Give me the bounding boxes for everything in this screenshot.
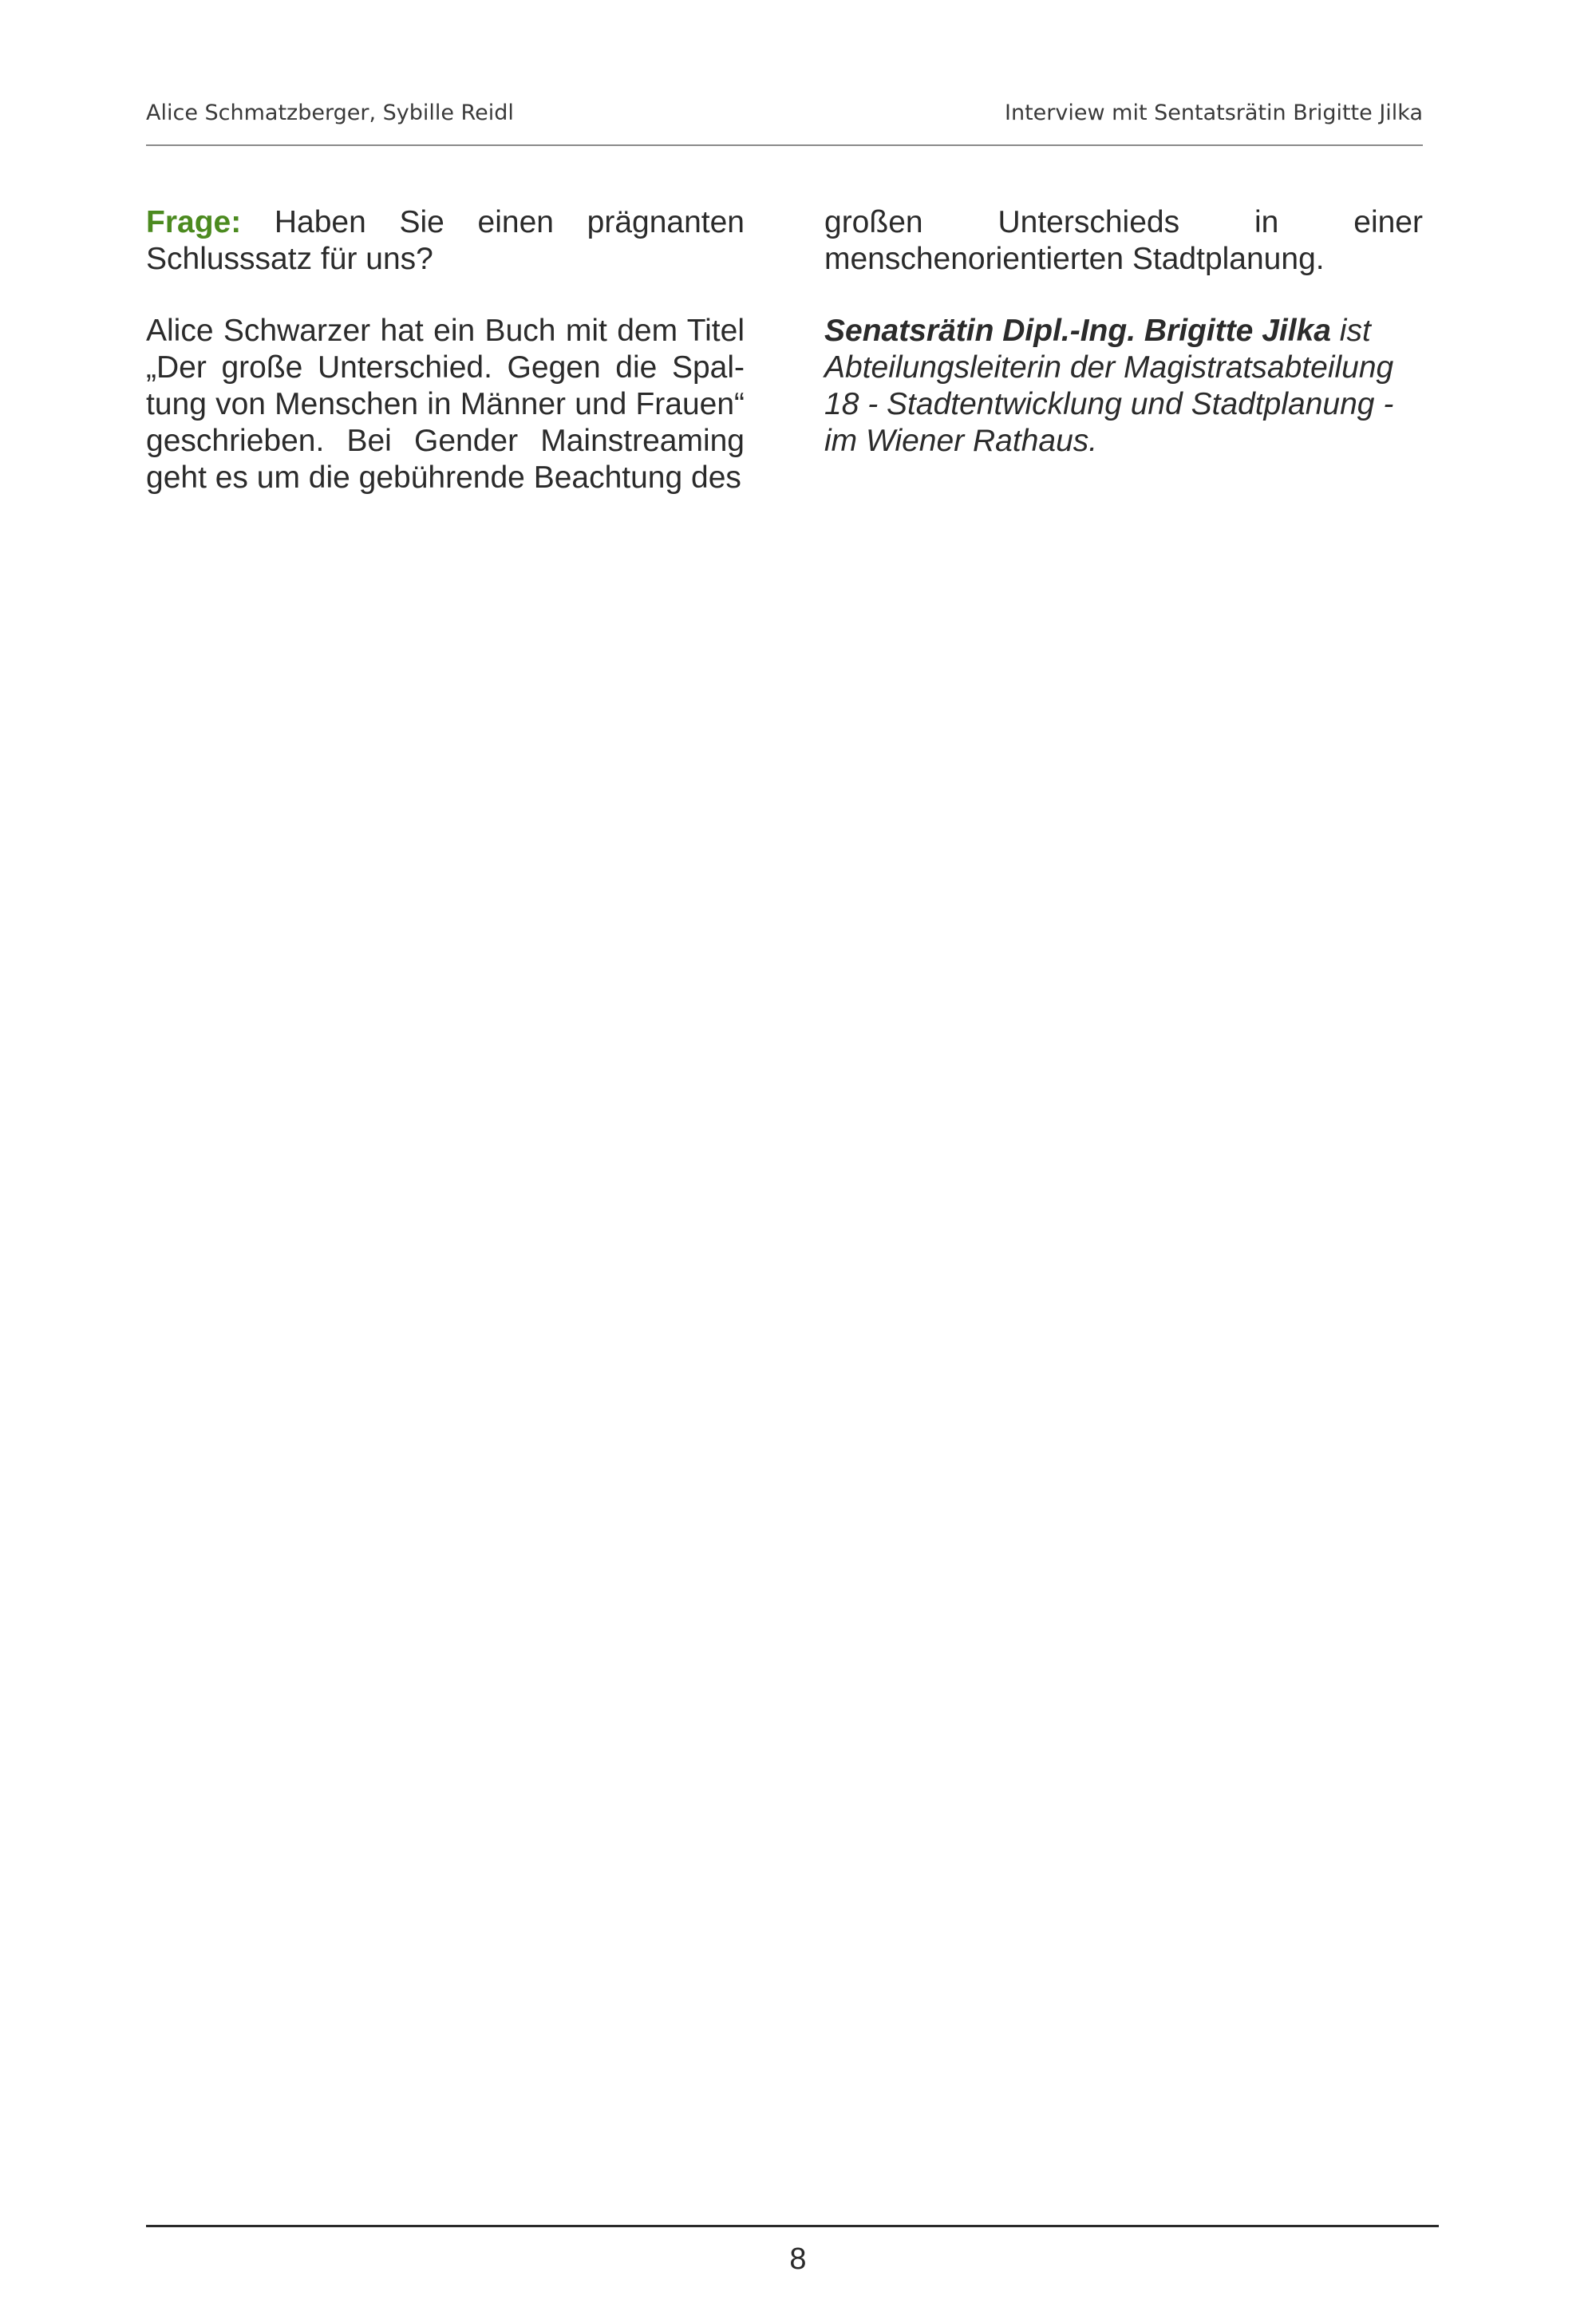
- header-authors: Alice Schmatzberger, Sybille Reidl: [146, 101, 514, 125]
- answer-continuation: großen Unterschieds in einer menschenorientierten Stadtplanung.: [824, 205, 1423, 276]
- page-number: 8: [789, 2242, 807, 2276]
- footer-divider: [146, 2225, 1439, 2227]
- author-bio: [824, 313, 1423, 460]
- running-header: [146, 101, 1423, 140]
- bio-text: ist Abteilungsleiterin der Magistratsabteilung 18 - Stadtentwicklung und Stadtplanung - im Wiener Rathaus.: [824, 314, 1394, 458]
- question-label: Frage:: [146, 205, 242, 239]
- answer-paragraph: Alice Schwarzer hat ein Buch mit dem Titel „Der große Unterschied. Gegen die Spal-tung von Menschen in Männer und Frauen“ geschrieben. Bei Gender Mainstreaming geht es um die gebührende Beachtung des: [146, 314, 745, 495]
- header-divider: [146, 144, 1423, 146]
- header-title: Interview mit Sentatsrätin Brigitte Jilka: [1005, 101, 1423, 125]
- bio-name: Senatsrätin Dipl.-Ing. Brigitte Jilka: [824, 314, 1331, 348]
- left-column: [146, 204, 745, 531]
- question-text: Haben Sie einen prägnanten Schlusssatz für uns?: [146, 205, 745, 276]
- question-paragraph: [146, 204, 745, 278]
- right-column: [824, 204, 1423, 495]
